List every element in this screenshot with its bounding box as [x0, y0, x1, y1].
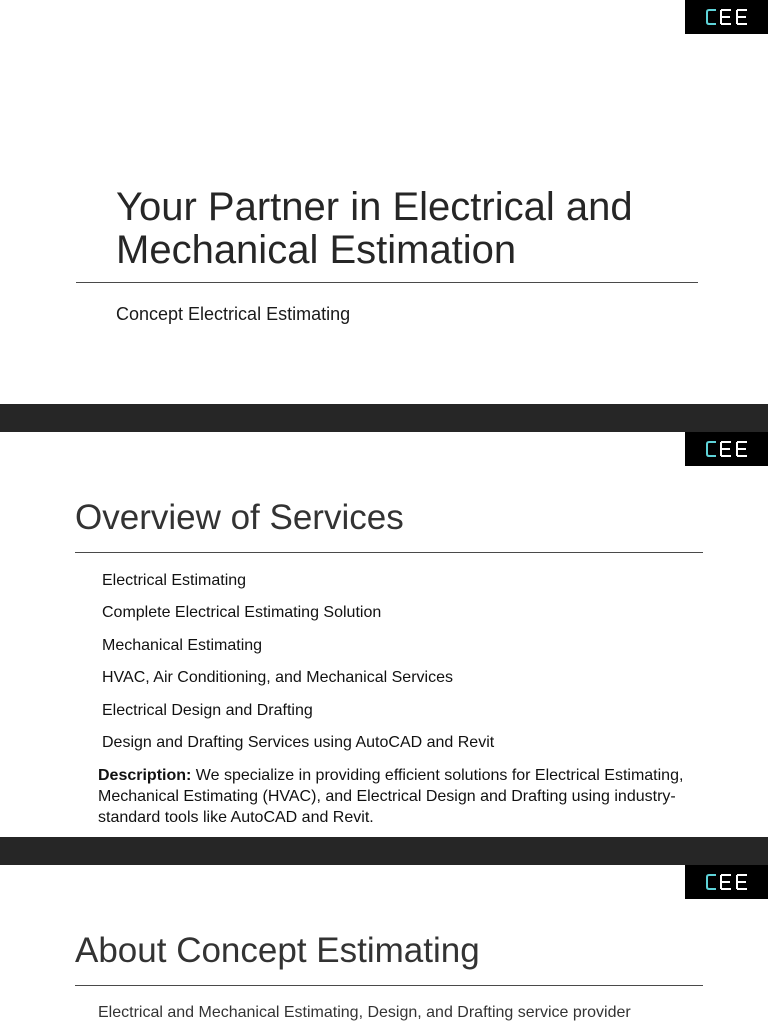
list-item: Complete Electrical Estimating Solution: [102, 604, 382, 622]
list-item: Design and Drafting Services using AutoCAD and Revit: [102, 733, 495, 751]
overview-divider: [75, 552, 703, 553]
company-logo: [685, 0, 768, 34]
title-divider: [76, 282, 698, 283]
overview-heading: Overview of Services: [75, 498, 404, 537]
cee-logo-icon: [705, 8, 749, 26]
about-heading: About Concept Estimating: [75, 931, 480, 970]
list-item: Electrical Estimating: [102, 572, 247, 589]
services-list: [102, 571, 494, 765]
slide-title-heading: Your Partner in Electrical and Mechanical Estimation: [116, 185, 633, 272]
cee-logo-icon: [705, 440, 749, 458]
about-text: Electrical and Mechanical Estimating, Design, and Drafting service provider: [98, 1004, 631, 1021]
list-item: HVAC, Air Conditioning, and Mechanical Services: [102, 669, 453, 687]
slide-separator: [0, 404, 768, 432]
company-logo: [685, 865, 768, 899]
slide-title: [0, 0, 768, 404]
cee-logo-icon: [705, 873, 749, 891]
company-logo: [685, 432, 768, 466]
slide-separator: [0, 837, 768, 865]
slide-subtitle: Concept Electrical Estimating: [116, 304, 351, 324]
about-divider: [75, 985, 703, 986]
slide-about: [0, 865, 768, 1024]
slide-overview: [0, 432, 768, 837]
description-label: Description:: [98, 767, 192, 784]
list-item: Mechanical Estimating: [102, 636, 263, 654]
description-text: We specialize in providing efficient solutions for Electrical Estimating, Mechanical Estimating (HVAC), and Electrical Design and Drafting using industry-standard tools like AutoCAD and Revit.: [98, 767, 684, 826]
services-description: [98, 765, 698, 828]
list-item: Electrical Design and Drafting: [102, 701, 313, 719]
